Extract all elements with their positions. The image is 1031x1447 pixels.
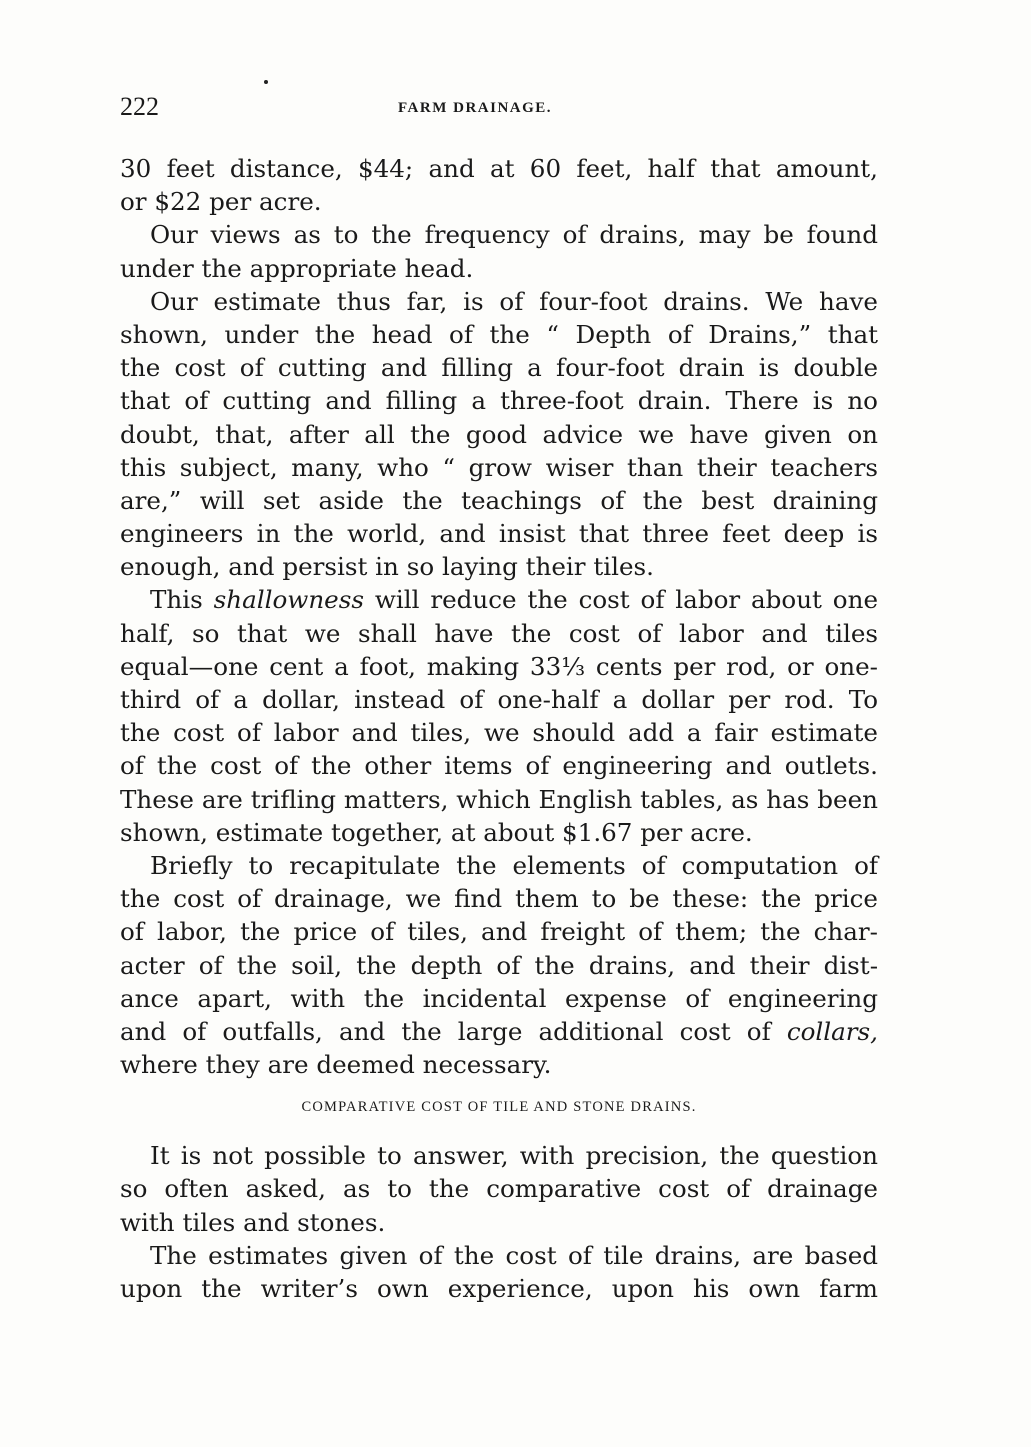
text-line: the cost of labor and tiles, we should add a fair estimate — [120, 718, 878, 748]
text-line: Our views as to the frequency of drains, may be found — [150, 220, 878, 250]
text-line: of labor, the price of tiles, and freight of them; the char- — [120, 917, 878, 947]
page-body — [120, 152, 878, 1305]
print-speck — [264, 80, 268, 84]
text-line: upon the writer’s own experience, upon his own farm — [120, 1274, 878, 1303]
text-run: and of outfalls, and the large additional cost of — [120, 1016, 787, 1046]
text-line: shown, estimate together, at about $1.67 per acre. — [120, 817, 753, 847]
text-line: These are trifling matters, which English tables, as has been — [120, 784, 878, 814]
italic-word: shallowness — [213, 585, 364, 615]
text-line: where they are deemed necessary. — [120, 1050, 552, 1080]
text-line: with tiles and stones. — [120, 1207, 386, 1237]
text-line: The estimates given of the cost of tile drains, are based — [150, 1240, 878, 1270]
text-line: this subject, many, who “ grow wiser than their teachers — [120, 452, 878, 482]
text-line: 30 feet distance, $44; and at 60 feet, half that amount, — [120, 154, 878, 183]
text-line: under the appropriate head. — [120, 253, 474, 283]
text-line: acter of the soil, the depth of the drains, and their dist- — [120, 950, 878, 980]
text-line: the cost of cutting and filling a four-foot drain is double — [120, 353, 878, 383]
text-line: Our estimate thus far, is of four-foot drains. We have — [150, 286, 878, 316]
text-run: will reduce the cost of labor about one — [363, 585, 878, 615]
text-line: ance apart, with the incidental expense of engineering — [120, 983, 878, 1013]
section-heading: COMPARATIVE COST OF TILE AND STONE DRAINS. — [301, 1099, 697, 1116]
page-number: 222 — [120, 92, 159, 121]
text-line: or $22 per acre. — [120, 187, 322, 217]
text-line: of the cost of the other items of engineering and outlets. — [120, 751, 878, 781]
text-line: that of cutting and filling a three-foot drain. There is no — [120, 386, 878, 416]
italic-word: collars, — [786, 1016, 878, 1046]
text-line: third of a dollar, instead of one-half a dollar per rod. To — [120, 685, 878, 714]
text-line: half, so that we shall have the cost of labor and tiles — [120, 618, 878, 648]
text-line: shown, under the head of the “ Depth of Drains,” that — [120, 319, 878, 349]
text-run: This — [150, 585, 214, 615]
text-line: Briefly to recapitulate the elements of computation of — [150, 850, 878, 880]
text-line — [120, 1015, 878, 1048]
text-line: It is not possible to answer, with precision, the question — [150, 1141, 878, 1171]
running-head: FARM DRAINAGE. — [398, 100, 553, 116]
text-line: are,” will set aside the teachings of the best draining — [120, 485, 878, 515]
text-line: engineers in the world, and insist that three feet deep is — [120, 519, 878, 549]
text-line: equal—one cent a foot, making 33⅓ cents per rod, or one- — [120, 651, 878, 681]
text-line: enough, and persist in so laying their tiles. — [120, 552, 654, 582]
text-line: doubt, that, after all the good advice we have given on — [120, 419, 878, 449]
text-line: the cost of drainage, we find them to be these: the price — [120, 884, 878, 914]
text-line: so often asked, as to the comparative cost of drainage — [120, 1174, 878, 1204]
text-line — [120, 583, 878, 616]
